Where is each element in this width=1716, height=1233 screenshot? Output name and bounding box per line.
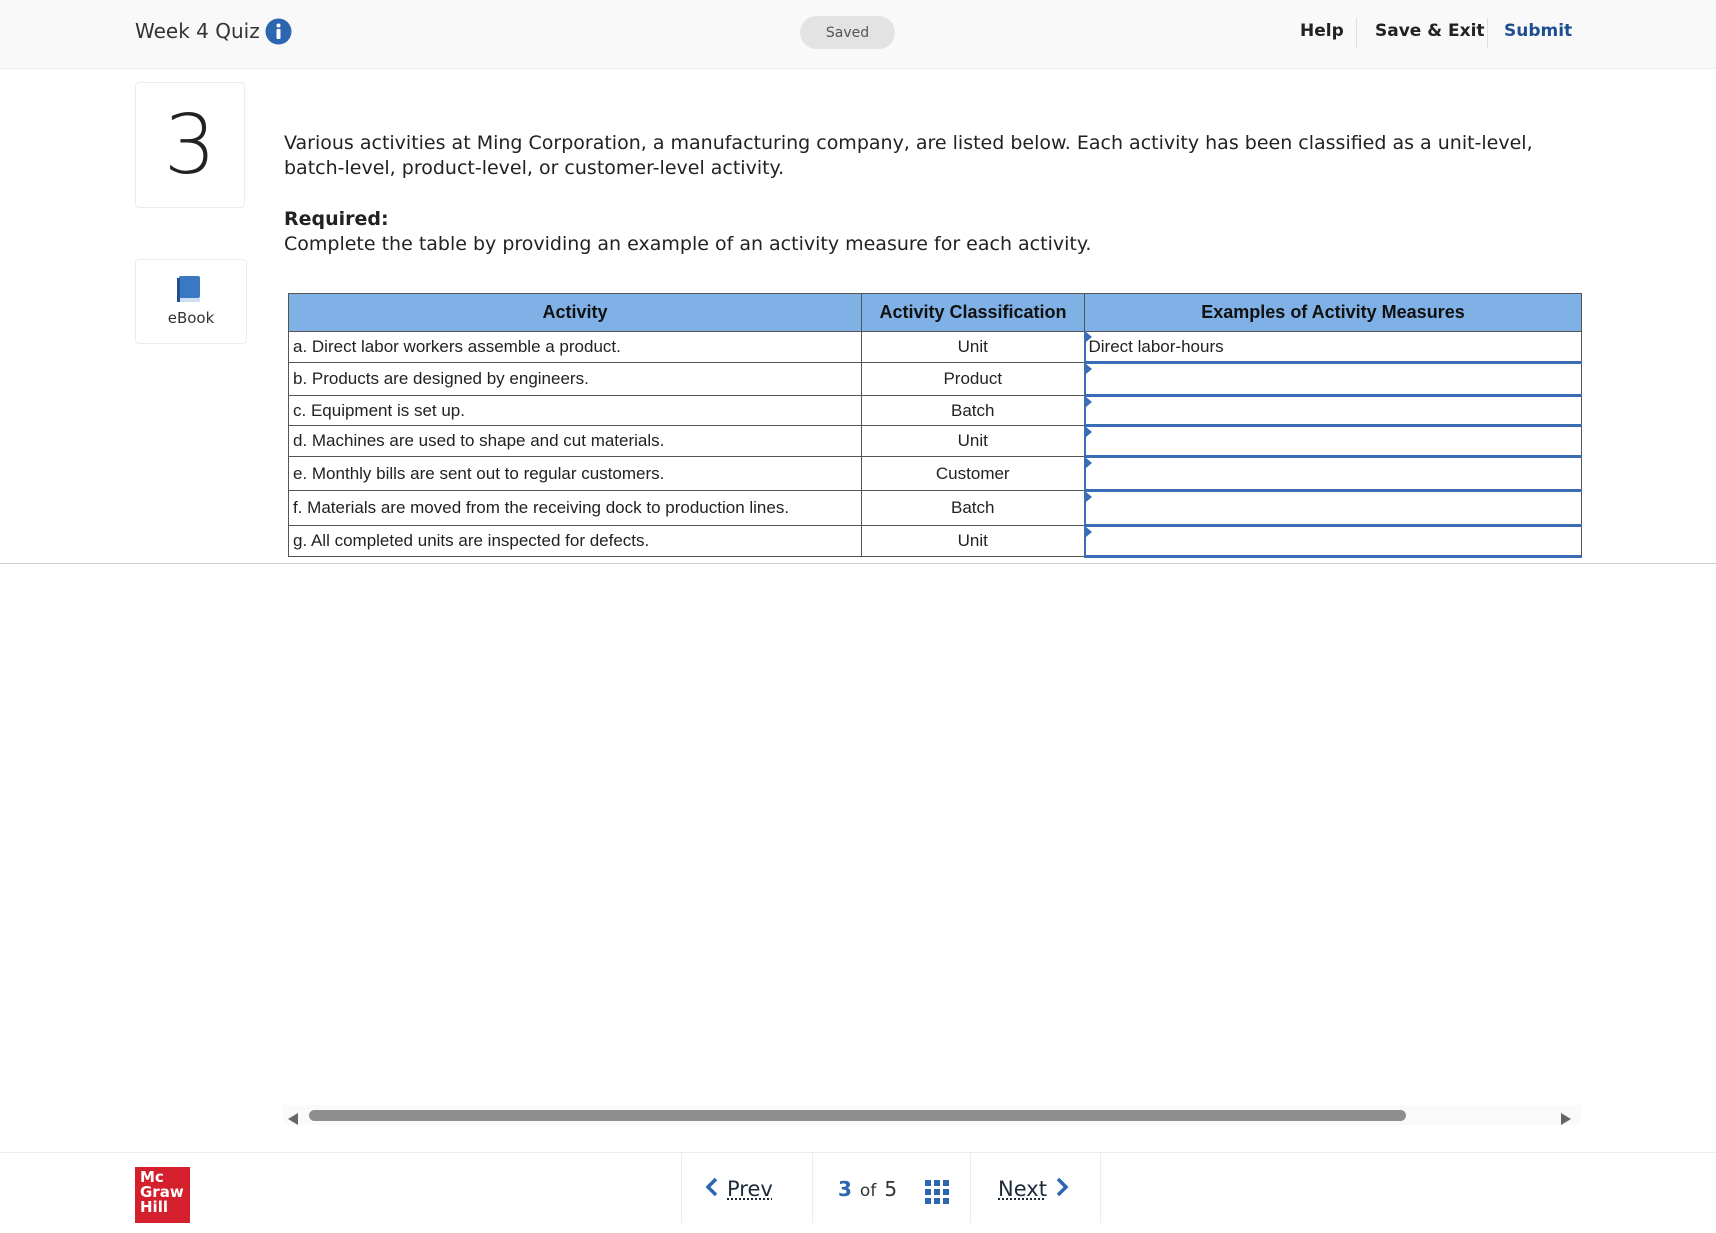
total-pages: 5	[884, 1177, 898, 1201]
ebook-label: eBook	[167, 309, 215, 327]
footer-divider	[1100, 1153, 1101, 1223]
info-icon[interactable]	[265, 18, 292, 49]
input-marker-icon	[1086, 527, 1092, 537]
measure-input-a[interactable]	[1086, 337, 1582, 357]
measure-cell	[1085, 491, 1582, 526]
ebook-button[interactable]	[135, 259, 247, 344]
classification-cell: Unit	[862, 426, 1085, 457]
measure-input-d[interactable]	[1086, 431, 1582, 451]
header-divider	[1487, 18, 1488, 48]
footer-bar	[0, 1152, 1716, 1233]
measure-input-c[interactable]	[1086, 401, 1582, 421]
measure-cell	[1085, 363, 1582, 396]
prev-button[interactable]	[705, 1177, 781, 1201]
input-marker-icon	[1086, 458, 1092, 468]
chevron-right-icon	[1055, 1177, 1069, 1201]
horizontal-scrollbar[interactable]	[283, 1105, 1581, 1125]
input-marker-icon	[1086, 492, 1092, 502]
quiz-title: Week 4 Quiz	[135, 19, 260, 43]
table-row	[289, 491, 1582, 526]
measure-cell	[1085, 457, 1582, 491]
activity-cell: a. Direct labor workers assemble a product.	[289, 332, 862, 363]
table-row	[289, 332, 1582, 363]
table-row	[289, 426, 1582, 457]
column-header-measures: Examples of Activity Measures	[1085, 294, 1582, 332]
classification-cell: Customer	[862, 457, 1085, 491]
next-button[interactable]	[990, 1177, 1069, 1201]
measure-input-f[interactable]	[1086, 498, 1582, 518]
required-label: Required:	[284, 208, 389, 230]
classification-cell: Product	[862, 363, 1085, 396]
classification-cell: Unit	[862, 332, 1085, 363]
next-label: Next	[998, 1177, 1047, 1201]
content-divider	[0, 563, 1716, 564]
table-row	[289, 526, 1582, 557]
logo-line: Graw	[140, 1183, 184, 1201]
activity-cell: d. Machines are used to shape and cut materials.	[289, 426, 862, 457]
measure-input-e[interactable]	[1086, 464, 1582, 484]
input-marker-icon	[1086, 427, 1092, 437]
classification-cell: Batch	[862, 396, 1085, 426]
measure-cell	[1085, 426, 1582, 457]
column-header-activity: Activity	[289, 294, 862, 332]
table-header-row	[289, 294, 1582, 332]
mcgraw-hill-logo	[135, 1167, 190, 1223]
measure-input-b[interactable]	[1086, 369, 1582, 389]
table-row	[289, 457, 1582, 491]
header-divider	[1356, 18, 1357, 48]
footer-divider	[681, 1153, 682, 1223]
activity-cell: c. Equipment is set up.	[289, 396, 862, 426]
activity-cell: f. Materials are moved from the receiving dock to production lines.	[289, 491, 862, 526]
input-marker-icon	[1086, 397, 1092, 407]
classification-cell: Batch	[862, 491, 1085, 526]
measure-cell	[1085, 396, 1582, 426]
current-page: 3	[838, 1177, 852, 1201]
scroll-right-icon[interactable]	[1561, 1110, 1571, 1129]
scroll-left-icon[interactable]	[288, 1110, 298, 1129]
saved-status-badge: Saved	[800, 16, 895, 49]
activity-cell: e. Monthly bills are sent out to regular customers.	[289, 457, 862, 491]
logo-line: Mc	[140, 1168, 164, 1186]
book-icon	[177, 276, 203, 308]
input-marker-icon	[1086, 364, 1092, 374]
chevron-left-icon	[705, 1177, 719, 1201]
table-row	[289, 363, 1582, 396]
measure-cell	[1085, 526, 1582, 557]
required-text: Complete the table by providing an example of an activity measure for each activity.	[284, 233, 1092, 255]
save-exit-link[interactable]: Save & Exit	[1375, 21, 1485, 41]
help-link[interactable]: Help	[1300, 21, 1344, 41]
question-number: 3	[135, 82, 245, 208]
prev-label: Prev	[727, 1177, 773, 1201]
footer-divider	[970, 1153, 971, 1223]
measure-cell	[1085, 332, 1582, 363]
measure-input-g[interactable]	[1086, 531, 1582, 551]
table-row	[289, 396, 1582, 426]
activity-cell: b. Products are designed by engineers.	[289, 363, 862, 396]
footer-divider	[812, 1153, 813, 1223]
submit-link[interactable]: Submit	[1504, 21, 1573, 41]
activity-table	[288, 293, 1582, 558]
of-label: of	[859, 1181, 877, 1201]
classification-cell: Unit	[862, 526, 1085, 557]
input-marker-icon	[1086, 332, 1092, 342]
column-header-classification: Activity Classification	[862, 294, 1085, 332]
scrollbar-thumb[interactable]	[309, 1110, 1406, 1121]
activity-cell: g. All completed units are inspected for defects.	[289, 526, 862, 557]
question-grid-icon[interactable]	[925, 1180, 949, 1208]
question-text: Various activities at Ming Corporation, a manufacturing company, are listed below. Each activity has been classified as a unit-level, batch-level, product-level, or customer-level activity.	[284, 132, 1533, 179]
logo-line: Hill	[140, 1198, 168, 1216]
page-indicator	[838, 1177, 897, 1201]
top-bar	[0, 0, 1716, 69]
